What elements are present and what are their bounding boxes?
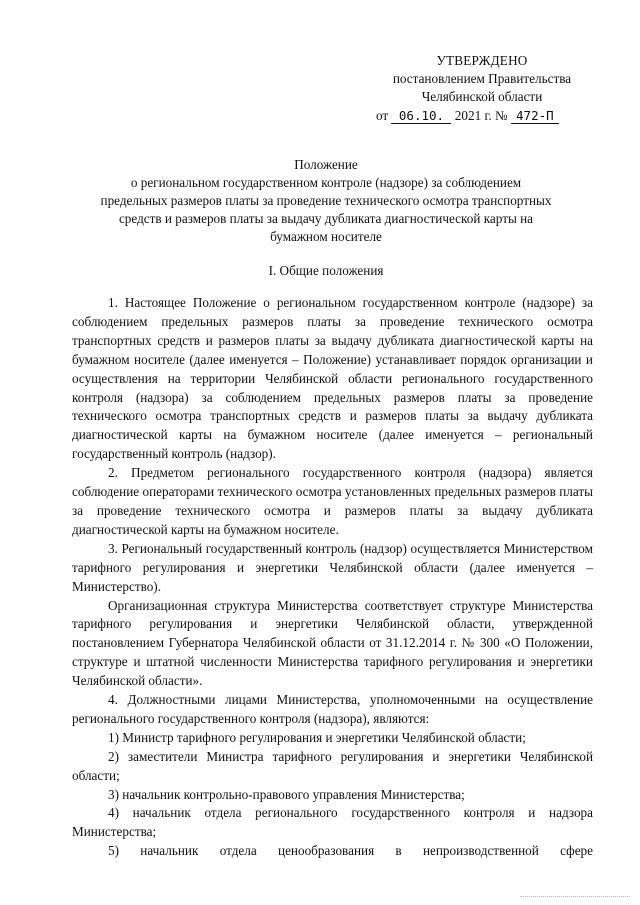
list-item-4: 4) начальник отдела регионального государственного контроля и надзора Министерства; xyxy=(72,805,593,840)
approval-date-line xyxy=(376,107,588,125)
approval-line-2: Челябинской области xyxy=(421,89,543,104)
paragraph-4: Организационная структура Министерства соответствует структуре Министерства тарифного регулирования и энергетики Челябинской области, утвержденной постановлением Губернатора Челябинской области от 31.12.2014 г. № 300 «О Положении, структуре и штатной численности Министерства тарифного регулирования и энергетики Челябинской области». xyxy=(72,597,593,689)
document-body xyxy=(72,294,593,861)
paragraph-2: 2. Предметом регионального государственного контроля (надзора) является соблюдение операторами технического осмотра установленных предельных размеров платы за проведение технического осмотра и размеров платы за выдачу дубликата диагностической карты на бумажном носителе. xyxy=(72,465,593,537)
paragraph-3: 3. Региональный государственный контроль (надзор) осуществляется Министерством тарифного регулирования и энергетики Челябинской области (далее именуется – Министерство). xyxy=(72,540,593,594)
title-line-2: о региональном государственном контроле (надзоре) за соблюдением xyxy=(130,175,522,190)
paragraph-1: 1. Настоящее Положение о региональном государственном контроле (надзоре) за соблюдением предельных размеров платы за проведение технического осмотра транспортных средств и размеров платы за выдачу дубликата диагностической карты на бумажном носителе (далее именуется – Положение) устанавливает порядок организации и осуществления на территории Челябинской области регионального государственного контроля (надзора) за соблюдением предельных размеров платы за проведение технического осмотра транспортных средств и размеров платы за выдачу дубликата диагностической карты на бумажном носителе (далее именуется – региональный государственный контроль (надзор). xyxy=(72,295,593,462)
approval-block xyxy=(376,52,588,125)
document-title xyxy=(76,156,576,246)
approval-number-value: 472-П xyxy=(511,109,559,124)
approval-year-text: 2021 г. № xyxy=(454,108,508,123)
title-line-4: средств и размеров платы за выдачу дубликата диагностической карты на xyxy=(118,211,534,226)
title-line-1: Положение xyxy=(294,157,358,172)
approval-title: УТВЕРЖДЕНО xyxy=(436,53,528,68)
scan-mark xyxy=(520,896,630,899)
list-item-3: 3) начальник контрольно-правового управления Министерства; xyxy=(108,786,465,802)
section-heading: I. Общие положения xyxy=(268,263,384,278)
list-item-5: 5) начальник отдела ценообразования в непроизводственной сфере xyxy=(108,843,593,859)
approval-date-prefix: от xyxy=(376,108,389,123)
list-item-2: 2) заместители Министра тарифного регулирования и энергетики Челябинской области; xyxy=(72,748,593,783)
title-line-5: бумажном носителе xyxy=(270,229,382,244)
title-line-3: предельных размеров платы за проведение технического осмотра транспортных xyxy=(100,193,552,208)
approval-date-value: 06.10. xyxy=(391,109,451,124)
paragraph-5: 4. Должностными лицами Министерства, уполномоченными на осуществление регионального государственного контроля (надзора), являются: xyxy=(72,692,593,726)
approval-line-1: постановлением Правительства xyxy=(392,71,572,86)
list-item-1: 1) Министр тарифного регулирования и энергетики Челябинской области; xyxy=(108,729,526,745)
